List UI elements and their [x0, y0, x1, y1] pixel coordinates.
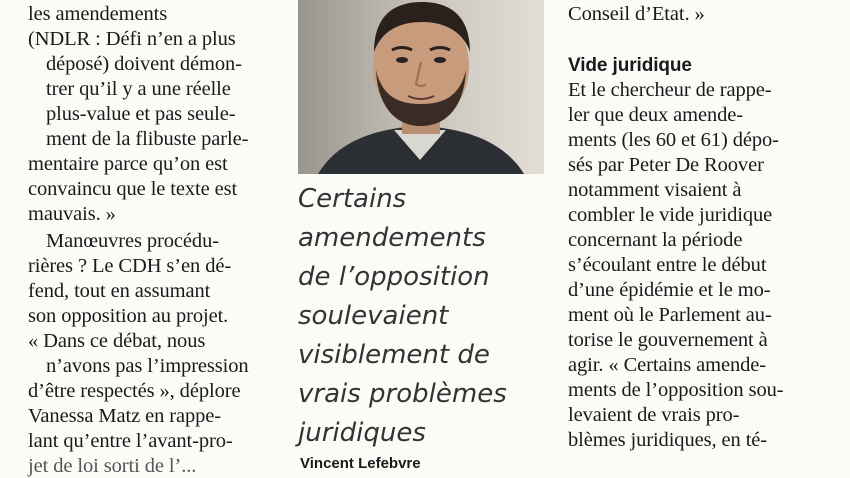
text-line: notamment visaient à: [568, 179, 742, 201]
text-line: agir. « Certains amende-: [568, 354, 766, 376]
text-line: ment de la flibuste parle-: [46, 128, 249, 150]
text-line: Vanessa Matz en rappe-: [28, 405, 222, 427]
text-line: convaincu que le texte est: [28, 178, 238, 200]
text-line: fend, tout en assumant: [28, 280, 211, 302]
text-line: jet de loi sorti de l’...: [28, 455, 197, 477]
text-line: concernant la période: [568, 229, 743, 251]
photo-caption-line: juridiques: [298, 418, 426, 448]
text-line: (NDLR : Défi n’en a plus: [28, 28, 236, 50]
portrait-image: [298, 0, 544, 174]
text-line: blèmes juridiques, en té-: [568, 429, 768, 451]
text-line: plus-value et pas seule-: [46, 103, 236, 125]
text-line: « Dans ce débat, nous: [28, 330, 206, 352]
text-line: Manœuvres procédu-: [46, 230, 219, 252]
text-line: mentaire parce qu’on est: [28, 153, 228, 175]
text-line: ler que deux amende-: [568, 104, 744, 126]
text-line: d’une épidémie et le mo-: [568, 279, 771, 301]
text-line: son opposition au projet.: [28, 305, 229, 327]
previous-column-edge: [0, 0, 10, 470]
portrait-photo: [298, 0, 544, 174]
text-line: s’écoulant entre le début: [568, 254, 767, 276]
text-line: les amendements: [28, 3, 168, 25]
text-line: combler le vide juridique: [568, 204, 773, 226]
text-line: ments de l’opposition sou-: [568, 379, 784, 401]
section-heading: Vide juridique: [568, 55, 692, 76]
photo-caption-line: soulevaient: [298, 301, 449, 331]
text-line: levaient de vrais pro-: [568, 404, 740, 426]
text-line: trer qu’il y a une réelle: [46, 78, 231, 100]
photo-caption-line: vrais problèmes: [298, 379, 507, 409]
text-line: ment où le Parlement au-: [568, 304, 772, 326]
text-line: rières ? Le CDH s’en dé-: [28, 255, 232, 277]
photo-caption-line: Certains: [298, 184, 407, 214]
photo-credit: Vincent Lefebvre: [300, 455, 421, 472]
text-line: torise le gouvernement à: [568, 329, 768, 351]
text-line: sés par Peter De Roover: [568, 154, 764, 176]
text-line: Et le chercheur de rappe-: [568, 79, 772, 101]
text-line: n’avons pas l’impression: [46, 355, 249, 377]
photo-caption-line: de l’opposition: [298, 262, 490, 292]
text-line: Conseil d’Etat. »: [568, 3, 705, 25]
text-line: déposé) doivent démon-: [46, 53, 242, 75]
text-line: ments (les 60 et 61) dépo-: [568, 129, 779, 151]
text-line: lant qu’entre l’avant-pro-: [28, 430, 233, 452]
photo-caption-line: visiblement de: [298, 340, 490, 370]
photo-caption-line: amendements: [298, 223, 486, 253]
text-line: mauvais. »: [28, 203, 116, 225]
text-line: d’être respectés », déplore: [28, 380, 241, 402]
